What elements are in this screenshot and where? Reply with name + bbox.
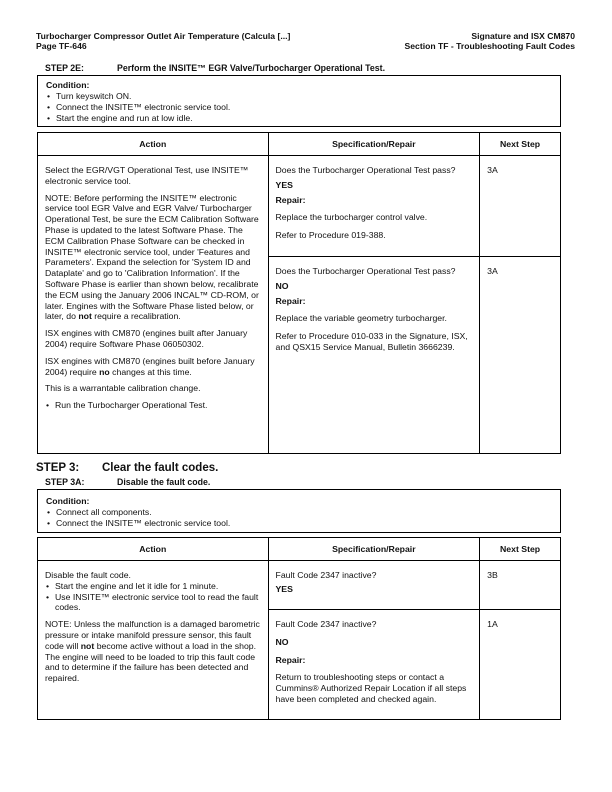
step-3a-condition-box [37,489,561,533]
step-number: STEP 3: [36,462,80,474]
action-text: This is a warrantable calibration change. [45,383,201,394]
step-number: STEP 3A: [45,477,85,487]
repair-text: Return to troubleshooting steps or contact a Cummins® Authorized Repair Location if all steps have been completed and checked again. [275,672,467,704]
spec-question: Fault Code 2347 inactive? [275,570,377,580]
step-2e-heading [45,63,385,73]
spec-answer: NO [275,636,289,647]
spec-cell [268,257,480,454]
step-2e-condition-box [37,75,561,127]
spec-cell [268,610,480,720]
spec-cell [268,561,480,610]
condition-item: • Start the engine and run at low idle. [56,113,552,124]
step-3a-heading [45,477,210,487]
condition-list [46,91,552,124]
page-number: Page TF-646 [36,41,87,51]
table-header-row [38,538,561,561]
condition-item: • Connect the INSITE™ electronic service tool. [56,102,552,113]
section-title: Section TF - Troubleshooting Fault Codes [404,41,575,51]
table-row [38,561,561,610]
next-step-cell: 3A [480,257,561,454]
page-header-left [36,31,290,51]
condition-title: Condition: [46,496,90,506]
repair-text: Replace the variable geometry turbocharger. [275,313,447,324]
action-text: Select the EGR/VGT Operational Test, use INSITE™ electronic service tool. [45,165,249,186]
action-text: ISX engines with CM870 (engines built before January 2004) require no changes at this time. [45,355,255,377]
spec-question: Does the Turbocharger Operational Test pass? [275,165,456,175]
table-row [38,156,561,257]
action-cell [38,156,269,454]
action-text: ISX engines with CM870 (engines built after January 2004) require Software Phase 06050302. [45,328,248,349]
step-title: Clear the fault codes. [102,462,219,474]
next-step-cell: 3A [480,156,561,257]
column-header-action: Action [38,538,269,561]
repair-label: Repair: [275,295,306,306]
page-header-right [405,31,575,51]
spec-answer: NO [275,280,289,291]
condition-title: Condition: [46,80,90,90]
document-title: Turbocharger Compressor Outlet Air Temperature (Calcula [...] [36,31,291,41]
column-header-next: Next Step [480,133,561,156]
condition-item: • Turn keyswitch ON. [56,91,552,102]
condition-list [46,507,552,529]
repair-reference: Refer to Procedure 019-388. [275,230,386,241]
spec-cell [268,156,480,257]
next-step-cell: 3B [480,561,561,610]
action-text: Disable the fault code. [45,570,131,580]
action-item: • Start the engine and let it idle for 1 minute. [55,581,261,592]
action-note: NOTE: Before performing the INSITE™ electronic service tool EGR Valve and EGR Valve/ Turbocharger Operational Test, be sure the ECM Calibration Software Phase is updated to the latest Software Phase. The ECM Calibration Phase Software can be checked in INSITE™ electronic service tool, under 'Features and Parameters'. Expand the selection for 'System ID and Dataplate' and go to 'Calibration Information'. If the Software Phase is earlier than shown below, recalibrate the ECM using the January 2006 INCAL™ CD-ROM, or later. Engines with the Software Phase listed below, or later, do not require a recalibration. [45,192,259,322]
step-title: Disable the fault code. [117,477,211,487]
repair-text: Replace the turbocharger control valve. [275,212,428,223]
column-header-spec: Specification/Repair [268,538,480,561]
action-item: • Run the Turbocharger Operational Test. [55,400,261,411]
spec-question: Does the Turbocharger Operational Test pass? [275,266,456,276]
step-3-heading [36,462,218,474]
engine-model: Signature and ISX CM870 [471,31,575,41]
action-item: • Use INSITE™ electronic service tool to read the fault codes. [55,592,261,614]
spec-answer: YES [275,583,293,594]
step-number: STEP 2E: [45,63,84,73]
condition-item: • Connect all components. [56,507,552,518]
spec-question: Fault Code 2347 inactive? [275,619,377,629]
next-step-cell: 1A [480,610,561,720]
action-list [45,400,261,411]
action-cell [38,561,269,720]
column-header-action: Action [38,133,269,156]
repair-label: Repair: [275,194,306,205]
table-header-row [38,133,561,156]
condition-item: • Connect the INSITE™ electronic service tool. [56,518,552,529]
step-title: Perform the INSITE™ EGR Valve/Turbocharger Operational Test. [117,63,386,73]
repair-label: Repair: [275,654,306,665]
spec-answer: YES [275,179,293,190]
action-list [45,581,261,613]
action-note: NOTE: Unless the malfunction is a damaged barometric pressure or intake manifold pressure sensor, this fault code will not become active without a load in the shop. The engine will need to be loaded to trip this fault code and to determine if the failure has been detected and repaired. [45,619,260,684]
step-3a-table [37,537,561,720]
step-2e-table [37,132,561,454]
column-header-spec: Specification/Repair [268,133,480,156]
column-header-next: Next Step [480,538,561,561]
repair-reference: Refer to Procedure 010-033 in the Signature, ISX, and QSX15 Service Manual, Bulletin 3666239. [275,331,468,352]
